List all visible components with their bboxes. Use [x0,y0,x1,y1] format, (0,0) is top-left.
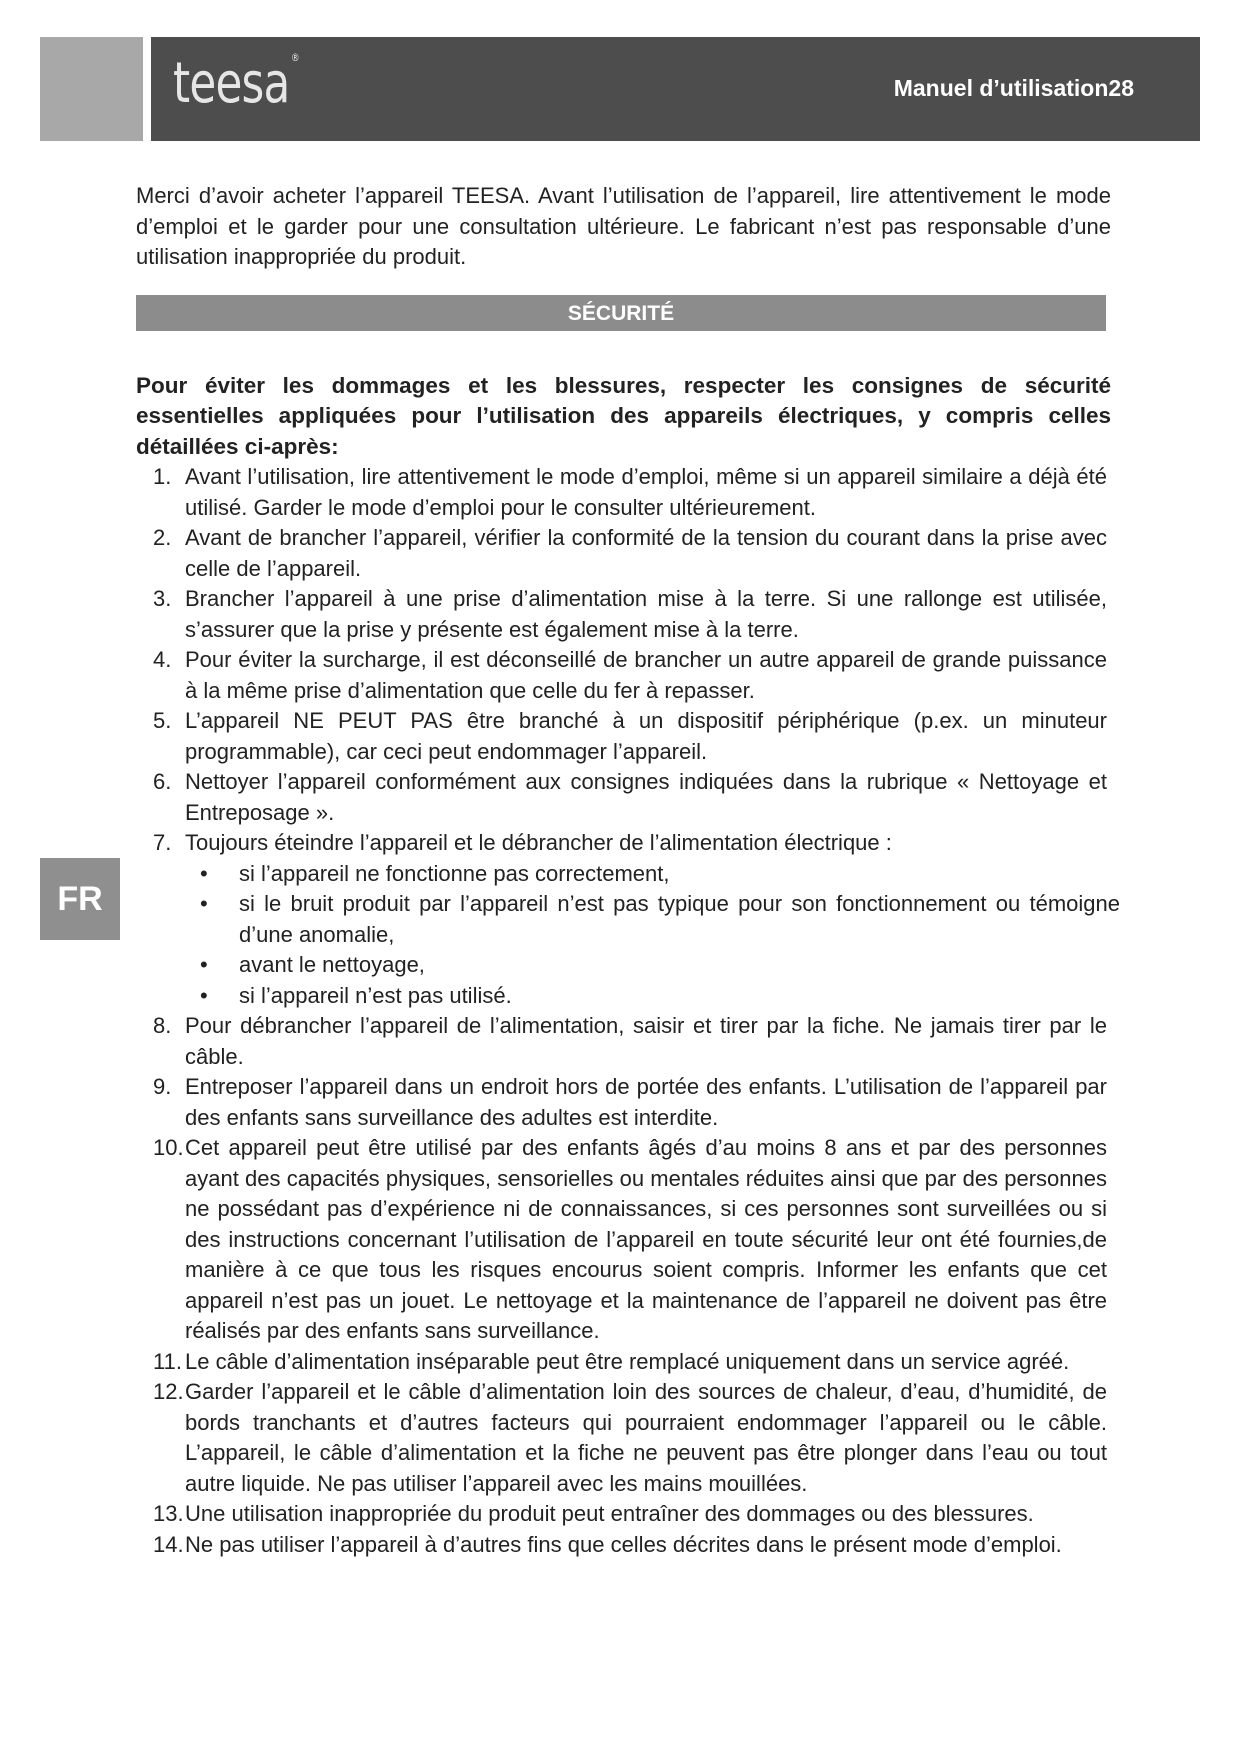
list-item: 12. Garder l’appareil et le câble d’alimentation loin des sources de chaleur, d’eau, d’humidité, de bords tranchants et d’autres facteurs qui pourraient endommager l’appareil ou le câble. L’appareil, le câble d’alimentation et la fiche ne peuvent pas être plonger dans l’eau ou tout autre liquide. Ne pas utiliser l’appareil avec les mains mouillées. [153,1379,1107,1496]
manual-title: Manuel d’utilisation28 [893,75,1134,101]
list-item: 10. Cet appareil peut être utilisé par des enfants âgés d’au moins 8 ans et par des personnes ayant des capacités physiques, sensorielles ou mentales réduites ainsi que par des personnes ne possédant pas d’expérience ni de connaissances, si ces personnes sont surveillées ou si des instructions concernant l’utilisation de l’appareil en toute sécurité leur ont été fournies,de manière à ce que tous les risques encourus soient compris. Informer les enfants que cet appareil n’est pas un jouet. Le nettoyage et la maintenance de l’appareil ne doivent pas être réalisés par des enfants sans surveillance. [153,1135,1107,1343]
header-left-block [40,37,143,141]
brand-logo: teesa ® [173,51,299,116]
sub-list-item: • si l’appareil ne fonctionne pas correctement, [200,860,670,886]
safety-rules-list [136,462,1120,1560]
section-heading: SÉCURITÉ [136,295,1106,331]
list-item: 9. Entreposer l’appareil dans un endroit hors de portée des enfants. L’utilisation de l’appareil par des enfants sans surveillance des adultes est interdite. [153,1074,1107,1130]
page-content [136,181,1120,1560]
list-item: 3. Brancher l’appareil à une prise d’alimentation mise à la terre. Si une rallonge est utilisée, s’assurer que la prise y présente est également mise à la terre. [153,586,1107,642]
sub-list [185,859,1120,1012]
list-item: 7. Toujours éteindre l’appareil et le débrancher de l’alimentation électrique : • si l’appareil ne fonctionne pas correctement, • si le bruit produit par l’appareil n’est pas typique pour son fonctionnement ou témoigne d’une anomalie, • avant le nettoyage, • si l’appareil n’est pas utilisé. [136,828,1107,1011]
list-item: 13. Une utilisation inappropriée du produit peut entraîner des dommages ou des blessures. [153,1501,1034,1526]
list-item: 8. Pour débrancher l’appareil de l’alimentation, saisir et tirer par la fiche. Ne jamais tirer par le câble. [153,1013,1107,1069]
sub-list-item: • avant le nettoyage, [200,952,425,977]
safety-lead: Pour éviter les dommages et les blessures, respecter les consignes de sécurité essentielles appliquées pour l’utilisation des appareils électriques, y compris celles détaillées ci-après: [136,372,1111,459]
list-item: 11. Le câble d’alimentation inséparable peut être remplacé uniquement dans un service agréé. [153,1348,1070,1374]
list-item: 2. Avant de brancher l’appareil, vérifier la conformité de la tension du courant dans la prise avec celle de l’appareil. [153,525,1107,581]
list-item: 5. L’appareil NE PEUT PAS être branché à un dispositif périphérique (p.ex. un minuteur programmable), car ceci peut endommager l’appareil. [153,708,1107,764]
language-tab: FR [40,858,120,940]
list-item: 4. Pour éviter la surcharge, il est déconseillé de brancher un autre appareil de grande puissance à la même prise d’alimentation que celle du fer à repasser. [153,647,1107,703]
intro-paragraph: Merci d’avoir acheter l’appareil TEESA. Avant l’utilisation de l’appareil, lire attentivement le mode d’emploi et le garder pour une consultation ultérieure. Le fabricant n’est pas responsable d’une utilisation inappropriée du produit. [136,183,1111,269]
page-header [151,37,1200,141]
sub-list-item: • si le bruit produit par l’appareil n’est pas typique pour son fonctionnement ou témoigne d’une anomalie, [200,891,1120,947]
sub-list-item: • si l’appareil n’est pas utilisé. [200,982,512,1008]
list-item: 1. Avant l’utilisation, lire attentivement le mode d’emploi, même si un appareil similaire a déjà été utilisé. Garder le mode d’emploi pour le consulter ultérieurement. [153,464,1107,520]
list-item: 14. Ne pas utiliser l’appareil à d’autres fins que celles décrites dans le présent mode d’emploi. [153,1531,1062,1557]
list-item: 6. Nettoyer l’appareil conformément aux consignes indiquées dans la rubrique « Nettoyage et Entreposage ». [153,769,1107,825]
